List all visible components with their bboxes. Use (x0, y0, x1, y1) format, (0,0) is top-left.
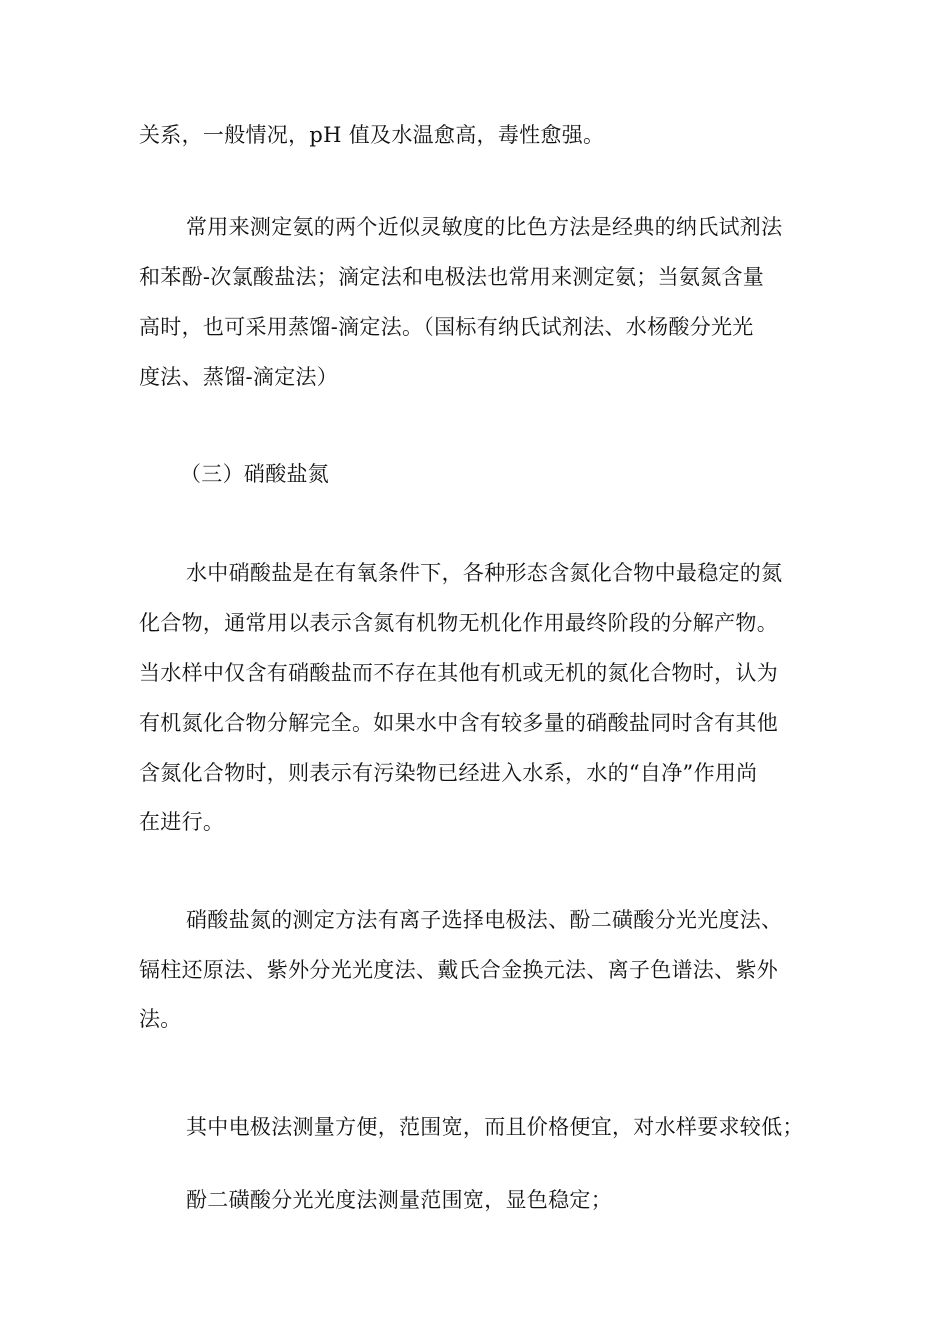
paragraph-line: 其中电极法测量方便，范围宽，而且价格便宜，对水样要求较低； (186, 1115, 804, 1139)
paragraph-line: 含氮化合物时，则表示有污染物已经进入水系，水的“自净”作用尚 (139, 761, 758, 785)
section-heading: （三）硝酸盐氮 (180, 462, 330, 486)
paragraph-line: 关系，一般情况，pH 值及水温愈高，毒性愈强。 (139, 123, 605, 147)
paragraph-line: 常用来测定氨的两个近似灵敏度的比色方法是经典的纳氏试剂法 (186, 215, 783, 239)
paragraph-line: 水中硝酸盐是在有氧条件下，各种形态含氮化合物中最稳定的氮 (186, 561, 783, 585)
paragraph-line: 度法、蒸馏-滴定法） (139, 365, 339, 389)
paragraph-line: 法。 (139, 1007, 182, 1031)
paragraph-line: 高时，也可采用蒸馏-滴定法。（国标有纳氏试剂法、水杨酸分光光 (139, 315, 754, 339)
paragraph-line: 酚二磺酸分光光度法测量范围宽，显色稳定； (186, 1188, 612, 1212)
paragraph-line: 镉柱还原法、紫外分光光度法、戴氏合金换元法、离子色谱法、紫外 (139, 958, 778, 982)
paragraph-line: 在进行。 (139, 810, 225, 834)
paragraph-line: 当水样中仅含有硝酸盐而不存在其他有机或无机的氮化合物时，认为 (139, 661, 778, 685)
paragraph-line: 硝酸盐氮的测定方法有离子选择电极法、酚二磺酸分光光度法、 (186, 908, 783, 932)
paragraph-line: 有机氮化合物分解完全。如果水中含有较多量的硝酸盐同时含有其他 (139, 711, 778, 735)
paragraph-line: 和苯酚-次氯酸盐法；滴定法和电极法也常用来测定氨；当氨氮含量 (139, 265, 765, 289)
paragraph-line: 化合物，通常用以表示含氮有机物无机化作用最终阶段的分解产物。 (139, 611, 778, 635)
